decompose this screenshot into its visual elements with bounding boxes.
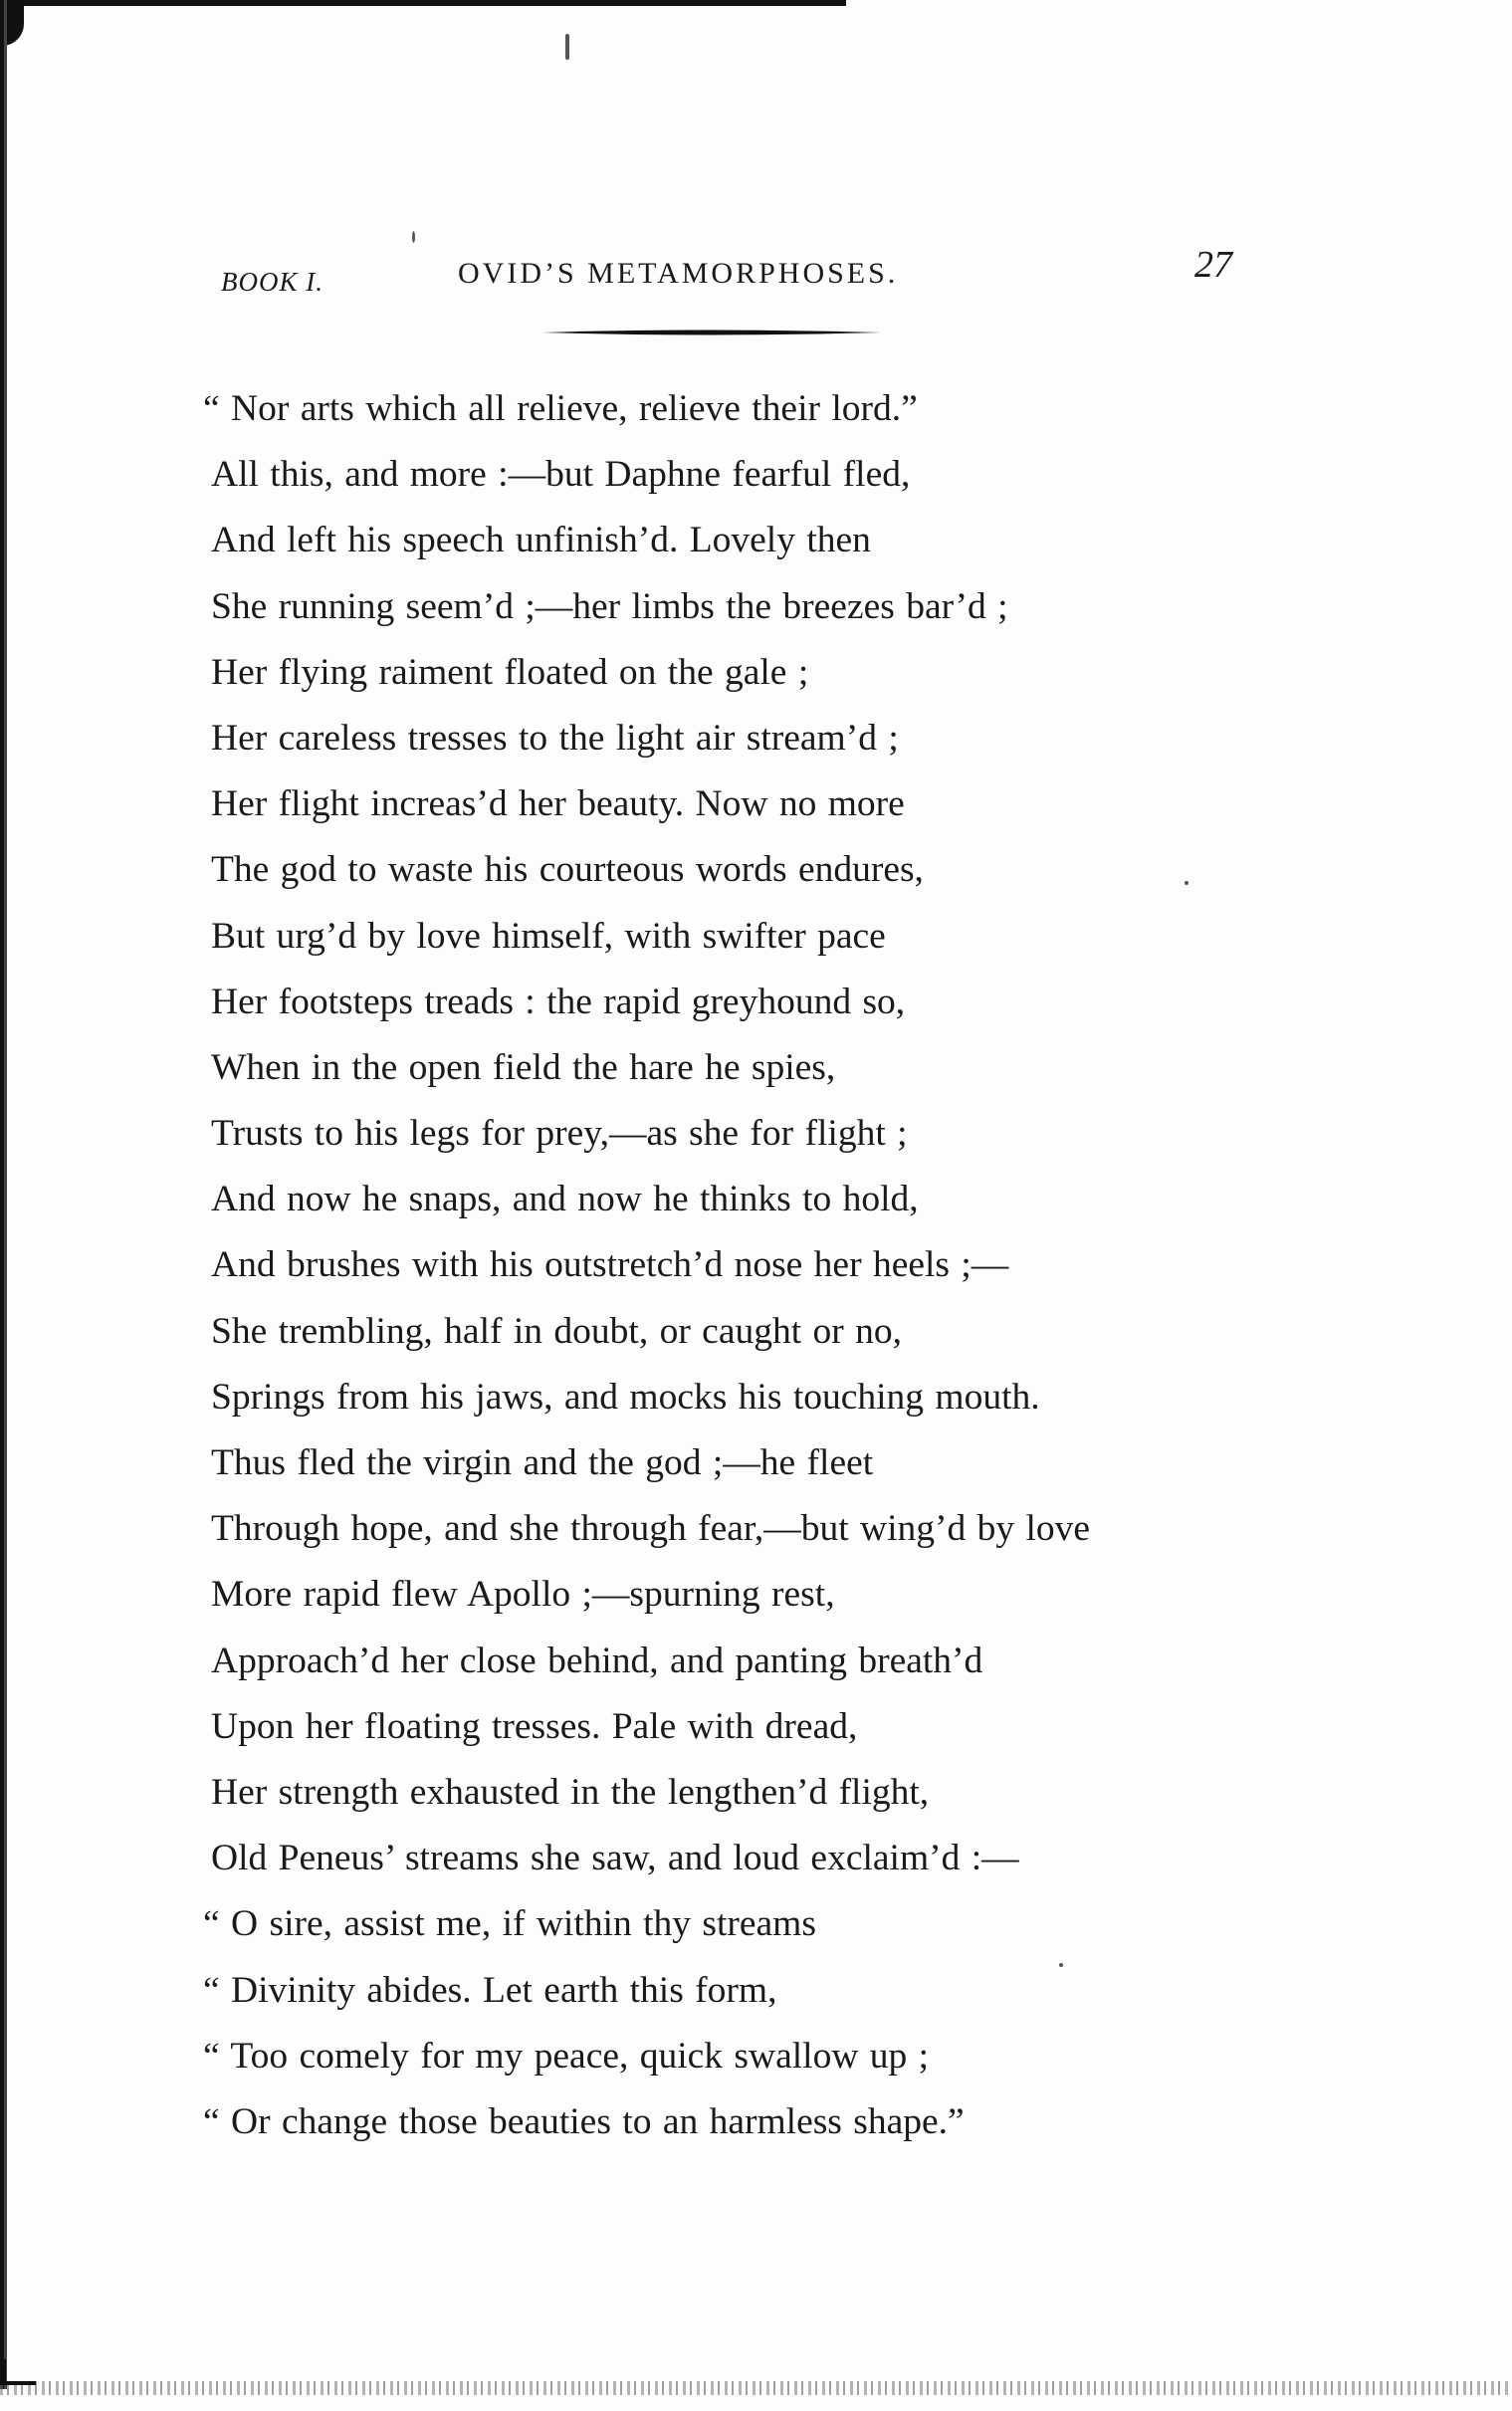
poem-line: And brushes with his outstretch’d nose her heels ;— [211,1244,1009,1286]
poem-line: But urg’d by love himself, with swifter pace [211,915,886,957]
running-header [209,243,1232,303]
scan-edge-bottom [0,2381,1512,2395]
poem-line: “ O sire, assist me, if within thy streams [203,1903,816,1945]
poem-line: Her careless tresses to the light air stream’d ; [211,717,899,759]
poem-line: And now he snaps, and now he thinks to hold, [211,1179,919,1220]
scan-corner-mark [0,2359,36,2385]
poem-line: Trusts to his legs for prey,—as she for flight ; [211,1113,908,1155]
poem-text [203,376,1206,2155]
poem-line: She trembling, half in doubt, or caught or no, [211,1310,903,1352]
poem-line: More rapid flew Apollo ;—spurning rest, [211,1574,835,1616]
poem-line: Her flight increas’d her beauty. Now no more [211,783,905,825]
poem-line: Her flying raiment floated on the gale ; [211,651,809,693]
poem-line: She running seem’d ;—her limbs the breezes bar’d ; [211,585,1008,627]
poem-line: All this, and more :—but Daphne fearful fled, [211,454,911,496]
scan-speck [565,34,569,60]
poem-line: “ Nor arts which all relieve, relieve their lord.” [203,388,918,429]
scan-edge-top [0,0,846,18]
poem-line: Upon her floating tresses. Pale with dread, [211,1705,858,1747]
poem-line: And left his speech unfinish’d. Lovely then [211,520,871,561]
book-label: BOOK I. [221,267,324,297]
poem-line: Through hope, and she through fear,—but wing’d by love [211,1508,1091,1550]
page-number: 27 [1194,244,1232,286]
poem-line: Thus fled the virgin and the god ;—he fleet [211,1442,874,1483]
running-title: OVID’S METAMORPHOSES. [458,257,899,290]
poem-line: Old Peneus’ streams she saw, and loud exclaim’d :— [211,1838,1019,1879]
poem-line: Her footsteps treads : the rapid greyhound so, [211,981,906,1022]
poem-line: When in the open field the hare he spies, [211,1046,836,1088]
poem-line: The god to waste his courteous words endures, [211,849,924,891]
poem-line: Approach’d her close behind, and panting breath’d [211,1640,983,1681]
poem-line: “ Divinity abides. Let earth this form, [203,1969,777,2011]
scan-edge-left [0,0,10,2389]
poem-line: “ Or change those beauties to an harmless shape.” [203,2100,965,2142]
scan-speck [412,231,415,243]
poem-line: Springs from his jaws, and mocks his touching mouth. [211,1376,1040,1418]
poem-line: “ Too comely for my peace, quick swallow up ; [203,2035,930,2077]
header-rule [542,329,881,336]
poem-line: Her strength exhausted in the lengthen’d flight, [211,1771,930,1813]
